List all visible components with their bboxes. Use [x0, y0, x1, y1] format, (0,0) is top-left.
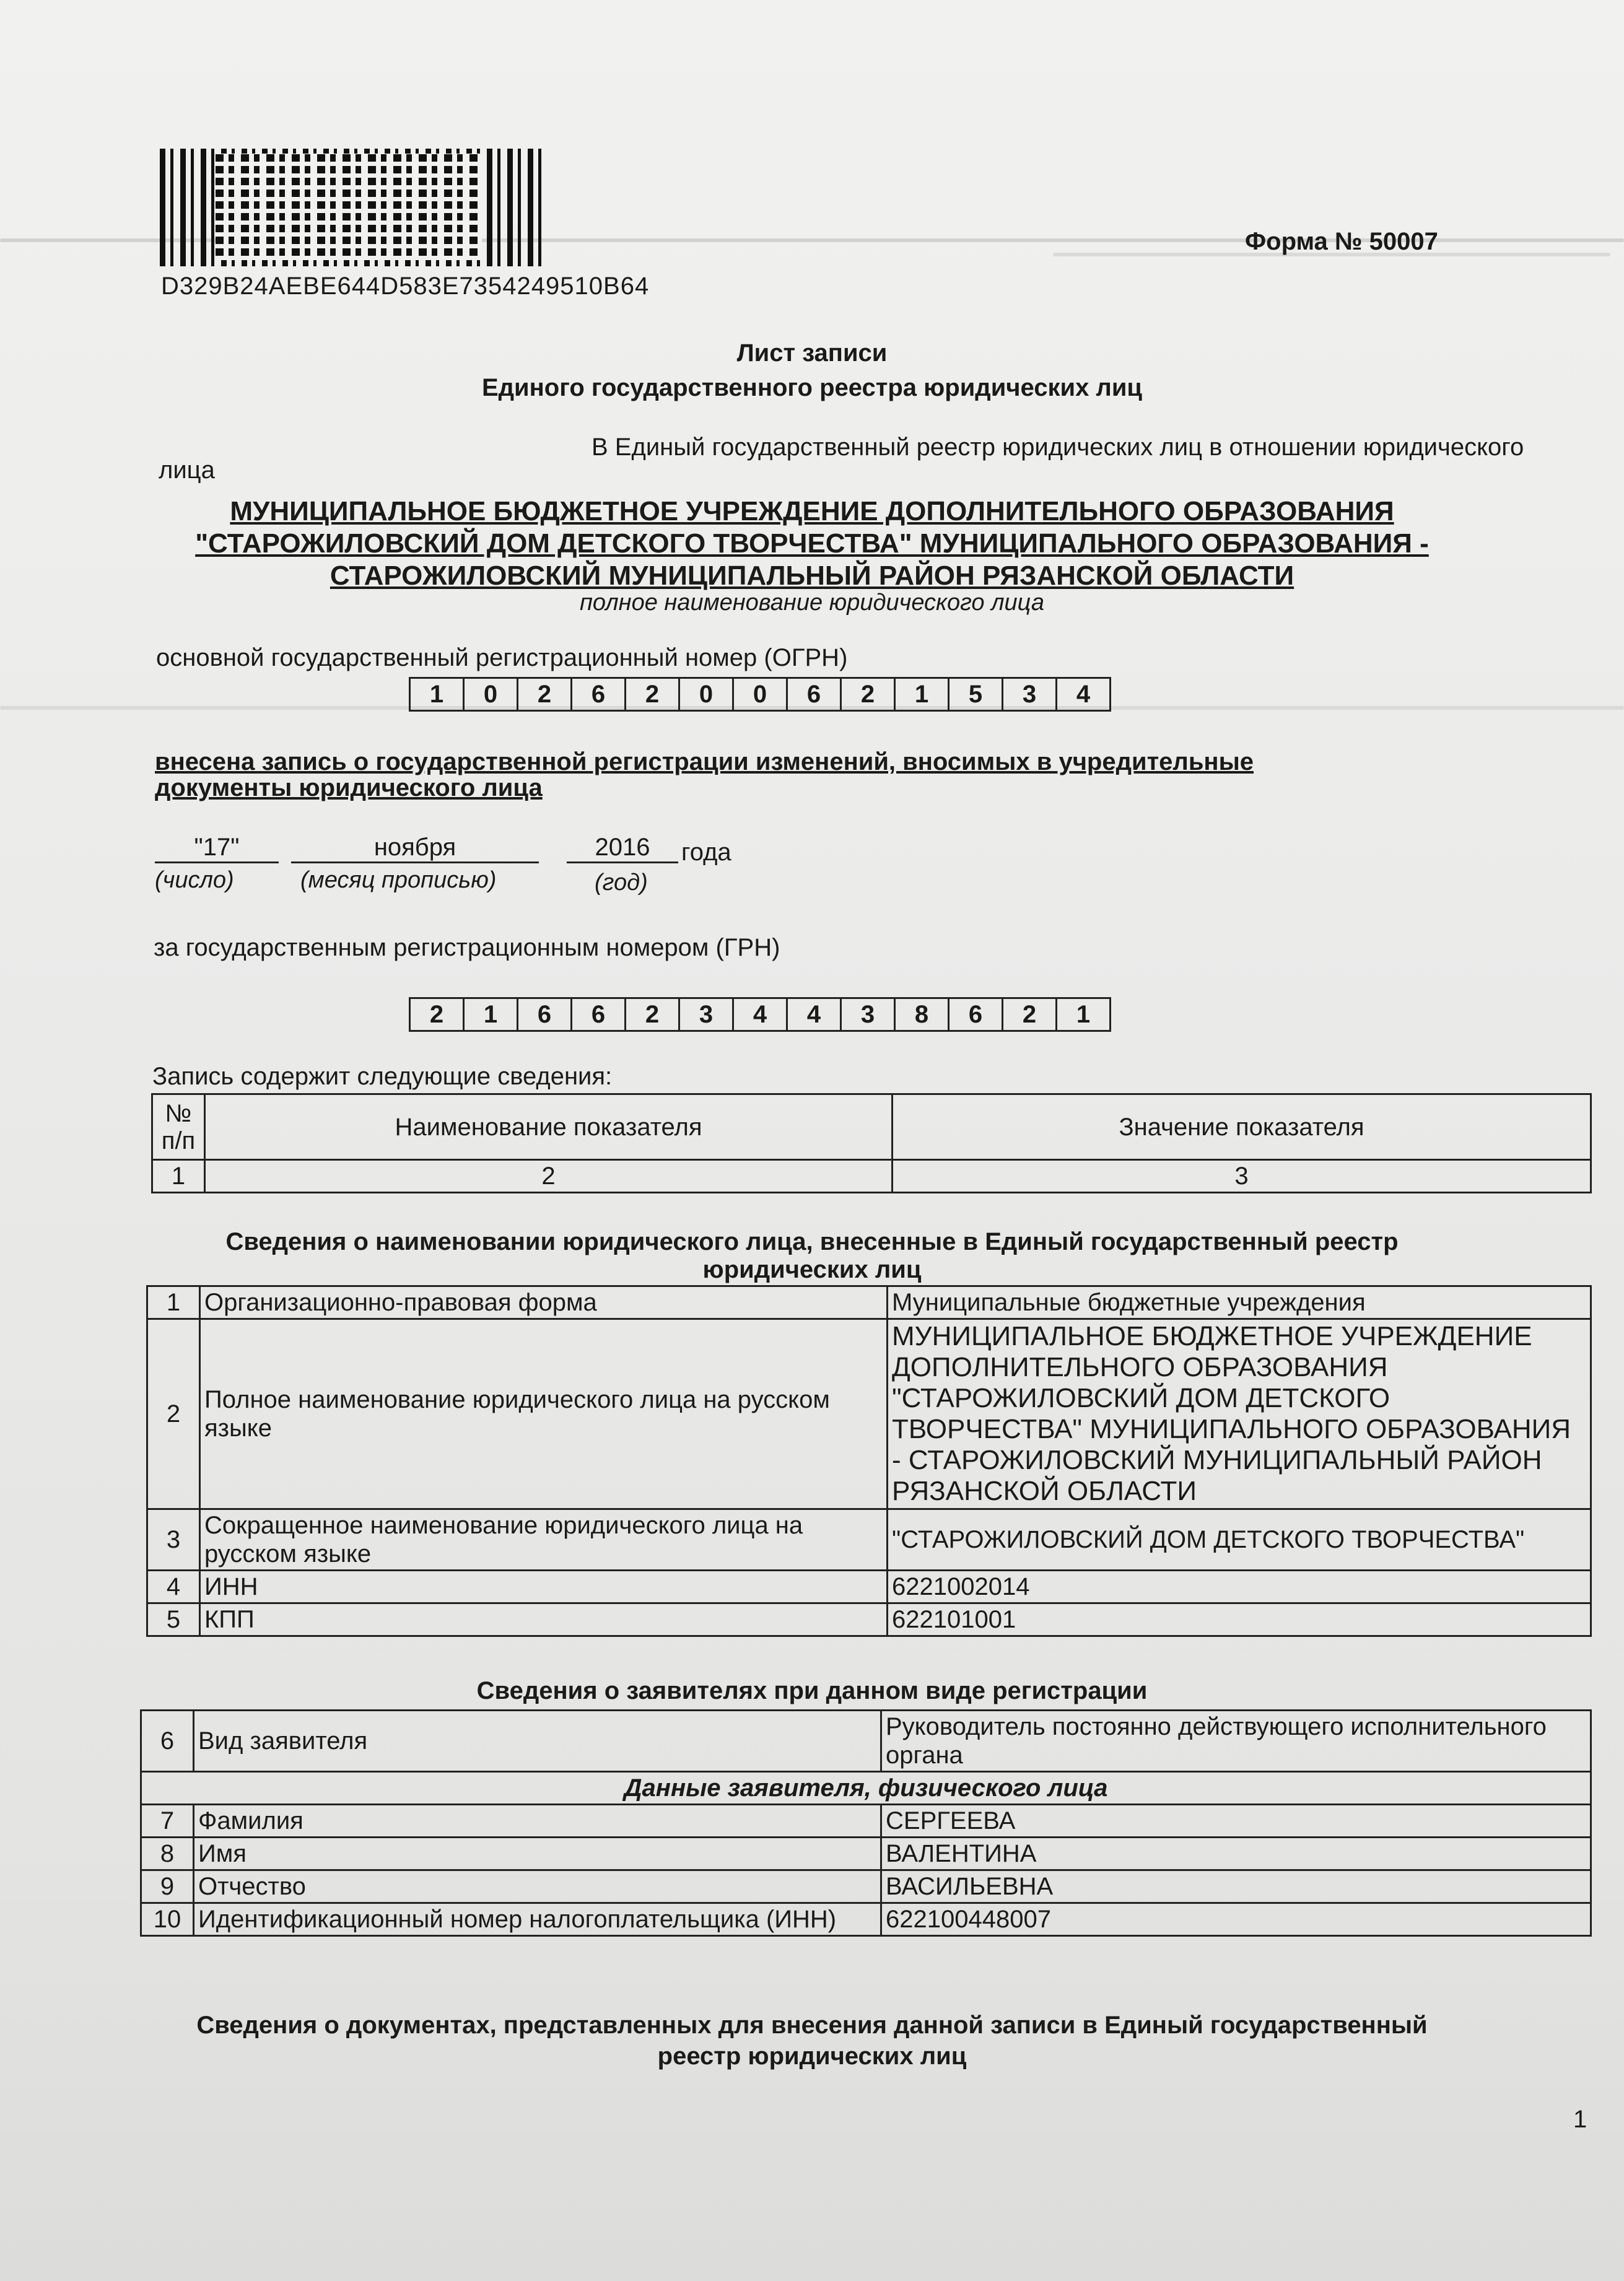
ogrn-digit: 0 — [732, 677, 788, 712]
section2-table — [140, 1709, 1592, 1937]
row-number: 5 — [147, 1603, 200, 1636]
contains-label: Запись содержит следующие сведения: — [152, 1063, 613, 1090]
record-line1: внесена запись о государственной регистрации изменений, вносимых в учредительные — [155, 748, 1254, 775]
ogrn-digit: 4 — [1055, 677, 1111, 712]
section1-title: юридических лиц — [702, 1256, 922, 1283]
col-number-header: № п/п — [152, 1094, 205, 1160]
grn-digit: 6 — [517, 997, 572, 1032]
row-number: 1 — [147, 1286, 200, 1319]
section1-title: Сведения о наименовании юридического лица, внесенные в Единый государственный реестр — [225, 1228, 1399, 1255]
row-number: 7 — [141, 1805, 194, 1838]
row-name: Идентификационный номер налогоплательщика (ИНН) — [194, 1903, 881, 1936]
row-value: 622101001 — [888, 1603, 1591, 1636]
grn-digit: 4 — [732, 997, 788, 1032]
section1-table — [146, 1285, 1592, 1637]
section2-title: Сведения о заявителях при данном виде регистрации — [476, 1677, 1148, 1704]
ogrn-digit: 1 — [894, 677, 950, 712]
date-month-hint: (месяц прописью) — [300, 867, 497, 893]
ogrn-digit: 3 — [1002, 677, 1057, 712]
barcode-image — [160, 149, 543, 266]
ogrn-digit: 2 — [517, 677, 572, 712]
grn-digit: 6 — [948, 997, 1003, 1032]
grn-digit: 4 — [786, 997, 842, 1032]
row-number: 3 — [147, 1509, 200, 1571]
ogrn-digit: 1 — [409, 677, 465, 712]
grn-digit: 2 — [409, 997, 465, 1032]
doc-title: Лист записи — [736, 339, 888, 367]
col-value-header: Значение показателя — [893, 1094, 1591, 1160]
row-name: Организационно-правовая форма — [200, 1286, 888, 1319]
section3-title: реестр юридических лиц — [657, 2043, 967, 2070]
ogrn-digit: 6 — [786, 677, 842, 712]
date-year: 2016 — [567, 834, 678, 863]
row-name: Вид заявителя — [194, 1711, 881, 1772]
row-value: ВАСИЛЬЕВНА — [881, 1870, 1591, 1903]
intro-line2: лица — [159, 456, 215, 484]
ogrn-digit: 0 — [463, 677, 518, 712]
applicant-subheader: Данные заявителя, физического лица — [141, 1772, 1591, 1805]
entity-name-line: "СТАРОЖИЛОВСКИЙ ДОМ ДЕТСКОГО ТВОРЧЕСТВА" МУНИЦИПАЛЬНОГО ОБРАЗОВАНИЯ - — [195, 528, 1429, 559]
date-year-hint: (год) — [595, 870, 648, 896]
row-name: КПП — [200, 1603, 888, 1636]
grn-digits — [411, 997, 1111, 1032]
col-index: 2 — [205, 1160, 893, 1193]
row-name: Отчество — [194, 1870, 881, 1903]
row-name: Сокращенное наименование юридического лица на русском языке — [200, 1509, 888, 1571]
barcode-code: D329B24AEBE644D583E7354249510B64 — [161, 273, 650, 300]
doc-subtitle: Единого государственного реестра юридических лиц — [481, 374, 1143, 401]
row-value: ВАЛЕНТИНА — [881, 1838, 1591, 1870]
row-number: 2 — [147, 1319, 200, 1509]
date-month: ноября — [291, 834, 539, 863]
date-day: "17" — [155, 834, 279, 863]
ogrn-digit: 6 — [570, 677, 626, 712]
grn-digit: 1 — [463, 997, 518, 1032]
section3-title: Сведения о документах, представленных для внесения данной записи в Единый государственный — [196, 2012, 1428, 2039]
row-number: 9 — [141, 1870, 194, 1903]
ogrn-label: основной государственный регистрационный номер (ОГРН) — [156, 644, 848, 671]
grn-digit: 3 — [840, 997, 896, 1032]
ogrn-digit: 0 — [678, 677, 734, 712]
grn-digit: 8 — [894, 997, 950, 1032]
intro-line1: В Единый государственный реестр юридических лиц в отношении юридического — [592, 434, 1524, 461]
grn-digit: 2 — [624, 997, 680, 1032]
grn-digit: 6 — [570, 997, 626, 1032]
row-number: 6 — [141, 1711, 194, 1772]
grn-digit: 1 — [1055, 997, 1111, 1032]
date-day-hint: (число) — [155, 867, 234, 893]
row-value: МУНИЦИПАЛЬНОЕ БЮДЖЕТНОЕ УЧРЕЖДЕНИЕ ДОПОЛНИТЕЛЬНОГО ОБРАЗОВАНИЯ "СТАРОЖИЛОВСКИЙ ДОМ ДЕТСКОГО ТВОРЧЕСТВА" МУНИЦИПАЛЬНОГО ОБРАЗОВАНИЯ - СТАРОЖИЛОВСКИЙ МУНИЦИПАЛЬНЫЙ РАЙОН РЯЗАНСКОЙ ОБЛАСТИ — [888, 1319, 1591, 1509]
grn-digit: 2 — [1002, 997, 1057, 1032]
row-name: Имя — [194, 1838, 881, 1870]
entity-name-line: МУНИЦИПАЛЬНОЕ БЮДЖЕТНОЕ УЧРЕЖДЕНИЕ ДОПОЛНИТЕЛЬНОГО ОБРАЗОВАНИЯ — [230, 496, 1394, 526]
record-line2: документы юридического лица — [155, 774, 543, 801]
row-name: Полное наименование юридического лица на русском языке — [200, 1319, 888, 1509]
ogrn-digit: 2 — [840, 677, 896, 712]
row-name: Фамилия — [194, 1805, 881, 1838]
row-value: 6221002014 — [888, 1571, 1591, 1603]
ogrn-digit: 5 — [948, 677, 1003, 712]
page-number: 1 — [1573, 2106, 1587, 2133]
grn-label: за государственным регистрационным номером (ГРН) — [154, 934, 780, 961]
row-value: 622100448007 — [881, 1903, 1591, 1936]
row-number: 4 — [147, 1571, 200, 1603]
col-index: 3 — [893, 1160, 1591, 1193]
row-value: Руководитель постоянно действующего исполнительного органа — [881, 1711, 1591, 1772]
row-name: ИНН — [200, 1571, 888, 1603]
row-value: "СТАРОЖИЛОВСКИЙ ДОМ ДЕТСКОГО ТВОРЧЕСТВА" — [888, 1509, 1591, 1571]
entity-name-line: СТАРОЖИЛОВСКИЙ МУНИЦИПАЛЬНЫЙ РАЙОН РЯЗАНСКОЙ ОБЛАСТИ — [330, 560, 1294, 591]
form-number: Форма № 50007 — [1245, 228, 1438, 255]
row-number: 8 — [141, 1838, 194, 1870]
ogrn-digit: 2 — [624, 677, 680, 712]
date-year-suffix: года — [681, 839, 731, 866]
entity-name-hint: полное наименование юридического лица — [580, 590, 1044, 616]
ogrn-digits — [411, 677, 1111, 712]
col-index: 1 — [152, 1160, 205, 1193]
grn-digit: 3 — [678, 997, 734, 1032]
header-table — [151, 1093, 1592, 1193]
row-number: 10 — [141, 1903, 194, 1936]
row-value: СЕРГЕЕВА — [881, 1805, 1591, 1838]
row-value: Муниципальные бюджетные учреждения — [888, 1286, 1591, 1319]
col-name-header: Наименование показателя — [205, 1094, 893, 1160]
